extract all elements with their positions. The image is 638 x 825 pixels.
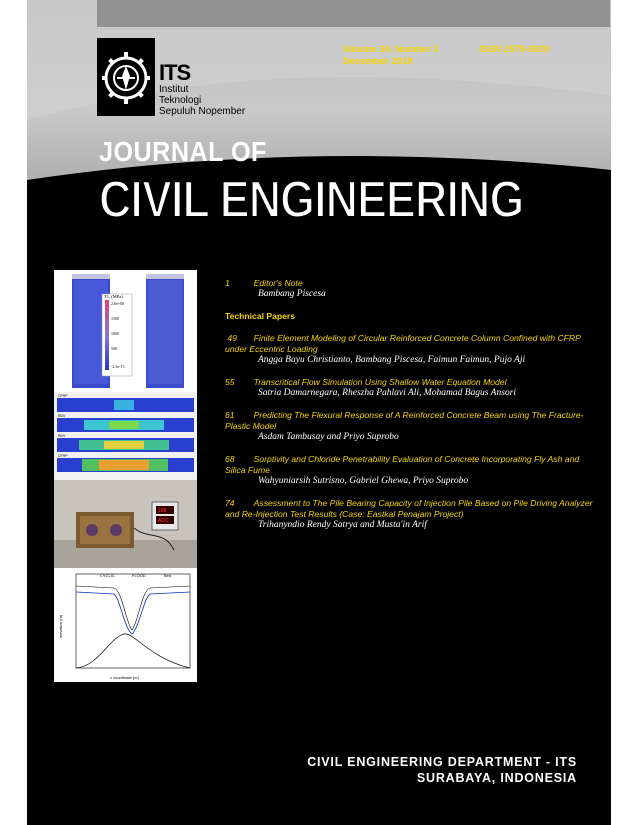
toc-entry-title — [225, 278, 595, 289]
figure-column — [54, 270, 197, 682]
toc-entry-paper — [225, 410, 595, 443]
chart-y-label: elevation (m) — [58, 614, 63, 638]
toc-page-number: 1 — [225, 278, 230, 288]
toc-authors: Asdam Tambusay and Priyo Suprobo — [258, 432, 399, 442]
lab-test-photo — [54, 480, 197, 568]
toc-entry-paper — [225, 454, 595, 487]
toc-title-text: Editor's Note — [253, 278, 303, 288]
meter-reading-1: 188 — [158, 508, 167, 514]
toc-authors: Satria Damarnegara, Rheszha Pahlavi Ali, Mohamad Bagus Ansori — [258, 388, 516, 398]
toc-title-text: Predicting The Flexural Response of A Reinforced Concrete Beam using The Fracture-Plastic Model — [225, 410, 584, 431]
legend-value-4: 500 — [111, 346, 117, 351]
toc-title-text: Finite Element Modeling of Circular Reinforced Concrete Column Confined with CFRP under Eccentric Loading — [225, 333, 581, 354]
legend-value-2: 1500 — [111, 316, 119, 321]
beam-contour-image — [54, 392, 197, 480]
chart-legend-1: CYCLIC — [100, 573, 115, 578]
toc-title-text: Transcritical Flow Simulation Using Shallow Water Equation Model — [253, 377, 507, 387]
toc-section-heading: Technical Papers — [225, 311, 296, 321]
publisher-footer — [257, 754, 577, 786]
legend-value-1: 2.6e+00 — [111, 301, 125, 306]
toc-page-number: 49 — [227, 333, 237, 343]
publisher-location: SURABAYA, INDONESIA — [416, 771, 577, 785]
volume-number: Volume 34, Number 2 — [343, 44, 439, 55]
masthead-line-1: JOURNAL OF — [99, 136, 267, 167]
chart-x-label: x coordinate (m) — [110, 675, 139, 680]
legend-value-5: -2.3e-15 — [111, 364, 125, 369]
journal-cover — [27, 0, 611, 825]
its-line-1: Institut — [159, 84, 189, 95]
toc-entry-editors-note — [225, 278, 595, 300]
meter-reading-2: ADC — [158, 518, 169, 524]
legend-value-3: 1000 — [111, 331, 119, 336]
its-logo-emblem — [97, 38, 155, 116]
toc-entry-paper — [225, 377, 595, 399]
toc-authors: Wahyuniarsih Sutrisno, Gabriel Ghewa, Priyo Suprobo — [258, 476, 469, 486]
toc-authors: Trihanyndio Rendy Satrya and Musta'in Arif — [258, 520, 427, 530]
issue-info — [343, 44, 439, 68]
legend-title: T1, (MPa) — [104, 294, 123, 299]
issn: ISSN 2579-9029 — [479, 44, 550, 55]
toc-title-text: Assessment to The Pile Bearing Capacity of Injection Pile Based on Pile Driving Analyzer and Re-Injection Test Results (Case: Eastkal Penajam Project) — [225, 498, 593, 519]
toc-title-text: Sorptivity and Chloride Penetrability Evaluation of Concrete Incorporating Fly Ash and Silica Fume — [225, 454, 580, 475]
table-of-contents — [225, 278, 595, 542]
fe-column-image — [54, 270, 197, 392]
publisher-department: CIVIL ENGINEERING DEPARTMENT - ITS — [307, 755, 577, 769]
panel-label-1: CFRP — [58, 394, 68, 398]
panel-label-2: RDV — [58, 414, 66, 418]
panel-label-3: RDV — [58, 434, 66, 438]
toc-page-number: 68 — [225, 454, 235, 464]
its-wordmark: ITS — [159, 60, 191, 85]
toc-page-number: 74 — [225, 498, 235, 508]
toc-page-number: 61 — [225, 410, 235, 420]
masthead-title: CIVIL ENGINEERING — [99, 171, 524, 229]
elevation-chart-image — [54, 568, 197, 682]
toc-entry-paper — [225, 333, 595, 366]
panel-label-4: CFRP — [58, 454, 68, 458]
its-line-3: Sepuluh Nopember — [159, 106, 246, 117]
toc-authors: Bambang Piscesa — [258, 289, 326, 299]
toc-entry-paper — [225, 498, 595, 531]
its-line-2: Teknologi — [159, 95, 202, 106]
chart-legend-3: Bed — [164, 573, 172, 578]
toc-authors: Angga Bayu Christianto, Bambang Piscesa, Faimun Faimun, Pujo Aji — [258, 355, 526, 365]
chart-legend-2: FLOOD — [132, 573, 146, 578]
its-logo-text — [159, 62, 245, 117]
toc-page-number: 55 — [225, 377, 235, 387]
issue-date: December 2019 — [343, 56, 413, 67]
